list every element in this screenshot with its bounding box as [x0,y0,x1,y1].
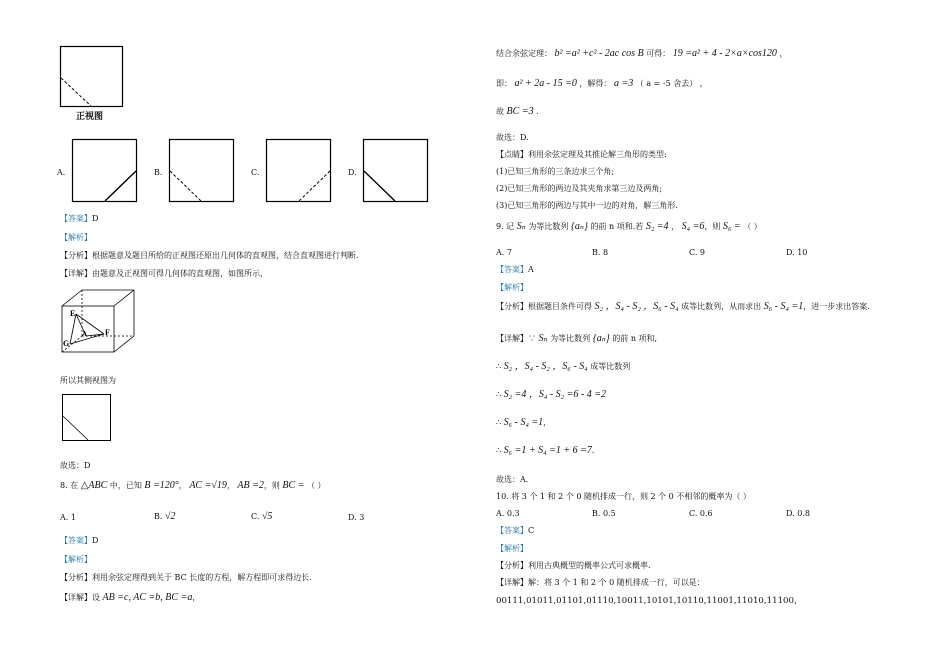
q7-analysis-tag: 【解析】 [60,233,92,242]
option-b-label: B. [154,168,163,177]
q9-step-2-formula: S₂ =4 ，S₄ - S₂ =6 - 4 =2 [503,389,606,400]
q9-fenxi-formula1: S₂ ，S₄ - S₂ ，S₆ - S₄ [594,301,679,312]
q9-xiangjie-prefix: 【详解】∵ [496,334,536,343]
q8-cont-line2: 即： a² + 2a - 15 =0 ，解得： a =3 （ a = -5 舍去） ， [496,78,708,89]
q8-xiangjie-prefix: 【详解】设 [60,593,100,602]
q9-option-a[interactable]: A. 7 [496,248,512,257]
q8-stem-mid: 中，已知 [109,481,142,490]
q9-xiangjie-mid: 为等比数列 [550,334,591,343]
q9-xiangjie-sn: Sₙ [538,333,548,344]
cube-label-e: E [70,309,76,318]
q8-cont-type-3: (3)已知三角形的两边与其中一边的对角，解三角形. [496,201,678,210]
q8-option-a[interactable]: A. 1 [60,513,76,522]
q9-option-c[interactable]: C. 9 [689,248,706,257]
option-d-label: D. [348,168,357,177]
option-d-solid-line [364,171,395,201]
q9-fenxi-prefix: 【分析】根据题目条件可得 [496,302,592,311]
q8-option-b-value: √2 [164,511,176,522]
option-b-figure[interactable] [169,139,235,203]
q7-answer-line [60,214,98,224]
q9-fenxi-formula2: S₆ - S₄ =1 [763,301,804,312]
q10-stem: 10. 将 3 个 1 和 2 个 0 随机排成一行，则 2 个 0 不相邻的概率为（ ） [496,492,751,501]
q9-answer-value: A [528,265,534,274]
q8-cont-type-2: (2)已知三角形的两边及其夹角求第三边及两角; [496,184,663,193]
q8-cond3: AB =2 [237,480,264,491]
q9-an: {aₙ} [570,221,588,232]
q9-number: 9. 记 [496,222,515,231]
cube-label-f: F [105,328,110,337]
q10-answer-value: C [528,526,535,535]
q9-step-3 [496,417,551,429]
q8-cond2: AC =√19 [189,480,227,491]
q9-stem: 9. 记 Sₙ 为等比数列 {aₙ} 的前 n 项和.若 S₂ =4 ， S₄ =6，则 S₆ = （ ） [496,221,762,232]
q8-cont-l2-mid: ，解得： [579,79,612,88]
q8-cont-l2-paren: （ a = -5 舍去） [635,79,698,88]
q8-fenxi: 【分析】利用余弦定理得到关于 BC 长度的方程，解方程即可求得边长. [60,573,312,582]
q9-answer-line [496,265,534,275]
q10-answer-tag: 【答案】 [496,526,528,535]
q8-cont-l2-prefix: 即： [496,79,512,88]
q8-option-c-value: √5 [261,511,273,522]
q9-ask: S₆ = [722,221,741,232]
option-b-dashed-line [170,171,201,201]
q8-cont-line1: 结合余弦定理： b² =a² +c² - 2ac cos B 可得： 19 =a² + 4 - 2×a×cos120 ， [496,48,788,59]
q9-step-2 [496,389,606,401]
option-a-figure[interactable] [72,139,138,203]
q8-option-c-label: C. [251,512,260,521]
q9-step-3-formula: S₆ - S₄ =1 [503,417,544,428]
q8-ask: BC = [282,480,305,491]
q9-step-1-suffix: 成等比数列 [590,362,631,371]
cube-label-a: A [82,330,88,338]
q10-xiangjie: 【详解】解：将 3 个 1 和 2 个 0 随机排成一行，可以是： [496,578,705,587]
q8-cont-type-1: (1)已知三角形的三条边求三个角; [496,167,615,176]
option-a-label: A. [57,168,66,177]
q9-xiangjie-suffix: 的前 n 项和, [612,334,658,343]
q8-cont-l3-prefix: 故 [496,107,504,116]
q7-answer-value: D [92,214,99,223]
q7-xiangjie: 【详解】由题意及正视图可得几何体的直观图，如图所示， [60,269,268,278]
q8-cont-l1-mid: 可得： [646,49,671,58]
q10-list-values: 00111,01011,01101,01110,10011,10101,10110,11001,11010,11100 [496,596,794,606]
front-view-square [61,47,123,107]
q10-answer-line [496,526,534,536]
q8-answer-tag: 【答案】 [60,536,92,545]
side-view-figure [62,394,112,442]
q8-answer-value: D [92,536,99,545]
q9-conclusion: 故选：A. [496,475,529,484]
q9-step-4-suffix: . [591,446,595,455]
q9-stem-mid1: 为等比数列 [528,222,569,231]
q8-cont-conclusion: 故选：D. [496,133,529,142]
q9-stem-mid3: ，则 [704,222,721,231]
q8-cont-dianjing: 【点睛】利用余弦定理及其推论解三角形的类型: [496,150,667,159]
q10-option-d[interactable]: D. 0.8 [786,509,810,518]
q7-conclusion: 故选：D [60,461,91,470]
q9-step-1-formula: S₂ ，S₄ - S₂ ，S₆ - S₄ [503,361,588,372]
option-c-dashed-line [299,171,330,201]
q8-cont-l1-formula: b² =a² +c² - 2ac cos B [554,48,644,59]
q8-cont-l3-formula: BC =3 [506,106,534,117]
q8-cont-l2-formula2: a =3 [613,78,634,89]
q8-stem: 8. 在 △ABC 中，已知 B =120°， AC =√19， AB =2，则 BC = （ ） [60,480,326,491]
q8-answer-line [60,536,98,546]
q7-fenxi: 【分析】根据题意及题目所给的正视图还原出几何体的直观图，结合直观图进行判断. [60,251,359,260]
q9-step-3-suffix: ， [543,418,552,427]
q8-number: 8. 在 [60,481,79,490]
q9-paren: （ ） [743,222,762,231]
cube-figure [60,288,140,358]
q10-list-end: ， [793,596,803,606]
option-a-solid-line [105,171,136,201]
q8-triangle: △ABC [80,480,108,491]
q10-list [496,596,803,606]
q9-option-b[interactable]: B. 8 [592,248,609,257]
q9-fenxi-suffix: ，进一步求出答案. [803,302,870,311]
q8-xiangjie-formula: AB =c, AC =b, BC =a [102,592,193,603]
q9-answer-tag: 【答案】 [496,265,528,274]
q9-cond2: S₄ =6 [681,221,705,232]
cube-label-g: G [63,339,70,348]
q9-step-1 [496,361,630,373]
q8-option-b-label: B. [154,512,163,521]
q10-option-b[interactable]: B. 0.5 [592,509,616,518]
q8-stem-suffix: ，则 [263,481,280,490]
q10-option-a[interactable]: A. 0.3 [496,509,520,518]
q9-xiangjie-an: {aₙ} [592,333,610,344]
option-d-figure[interactable] [363,139,429,203]
q9-cond1: S₂ =4 [645,221,669,232]
q8-analysis-tag: 【解析】 [60,555,92,564]
q9-step-4-therefore: ∴ [496,446,502,455]
q9-fenxi [496,301,870,313]
q9-stem-mid2: 的前 n 项和.若 [590,222,644,231]
q9-step-4-formula: S₆ =1 + S₄ =1 + 6 =7 [503,445,592,456]
q9-fenxi-mid: 成等比数列，从而求出 [681,302,762,311]
q10-fenxi: 【分析】利用古典概型的概率公式可求概率. [496,561,651,570]
q9-analysis-tag: 【解析】 [496,283,528,292]
q8-cont-line3: 故 BC =3 . [496,106,539,117]
q8-option-d[interactable]: D. 3 [348,513,365,522]
q7-side-view-text: 所以其侧视图为 [60,376,116,385]
q9-step-3-therefore: ∴ [496,418,502,427]
q8-paren: （ ） [306,481,326,490]
option-c-figure[interactable] [266,139,332,203]
front-view-dashed-diagonal [61,78,91,106]
q10-analysis-tag: 【解析】 [496,544,528,553]
front-view-figure [60,46,124,108]
q9-step-1-therefore: ∴ [496,362,502,371]
q9-sn: Sₙ [516,221,526,232]
option-c-label: C. [251,168,260,177]
q8-cond1: B =120° [144,480,179,491]
q8-cont-l2-formula: a² + 2a - 15 =0 [514,78,577,89]
q8-cont-l1-formula2: 19 =a² + 4 - 2×a×cos120 [672,48,777,59]
q8-option-c[interactable] [251,511,272,523]
q9-step-2-therefore: ∴ [496,390,502,399]
q7-answer-tag: 【答案】 [60,214,92,223]
front-view-caption: 正视图 [76,112,104,122]
q9-xiangjie [496,333,657,345]
q8-xiangjie: 【详解】设 AB =c, AC =b, BC =a， [60,592,201,603]
q9-step-4 [496,445,594,457]
q10-option-c[interactable]: C. 0.6 [689,509,713,518]
q8-option-b[interactable] [154,511,175,523]
q9-option-d[interactable]: D. 10 [786,248,808,257]
q8-cont-l1-prefix: 结合余弦定理： [496,49,552,58]
